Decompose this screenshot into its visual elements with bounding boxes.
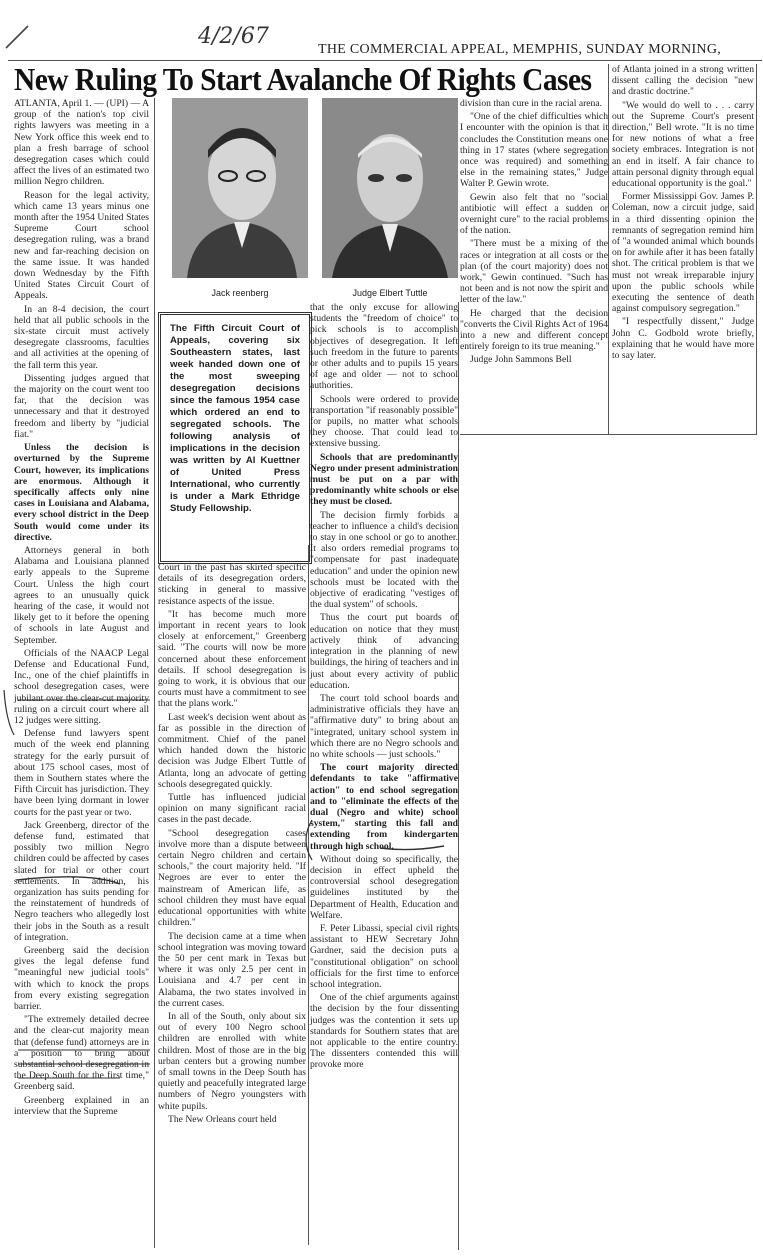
paragraph: The court told school boards and administrative officials they have an "affirmative duty" to bring about an "integrated, unitary school system in which there are no Negro schools and no white schools — just schools." <box>310 692 458 760</box>
paragraph: "School desegregation cases involve more than a dispute between certain Negro children and certain schools," the court majority held. "If Negroes are ever to enter the mainstream of American life, as school children they must have equal educational opportunities with white children." <box>158 827 306 929</box>
masthead: THE COMMERCIAL APPEAL, MEMPHIS, SUNDAY MORNING, <box>318 42 722 57</box>
headline: New Ruling To Start Avalanche Of Rights Cases <box>14 61 592 97</box>
paragraph: that the only excuse for allowing students the "freedom of choice" to pick schools is to accomplish objectives of desegregation. It left such freedom in the future to parents or other adults and to pupils 15 years of age and older — not to school authorities. <box>310 302 458 392</box>
paragraph: ATLANTA, April 1. — (UPI) — A group of the nation's top civil rights lawyers was meeting in a New York office this week end to plan a fresh barrage of school desegregation cases which could affect the lives of an estimated two million Negro children. <box>14 98 149 188</box>
paragraph: of Atlanta joined in a strong written dissent calling the decision "new and drastic doctrine." <box>612 64 754 98</box>
caption-right: Judge Elbert Tuttle <box>352 288 428 298</box>
paragraph: Gewin also felt that no "social antibiotic will effect a sudden or overnight cure" to the racial problems of the nation. <box>460 191 608 237</box>
paragraph: Schools that are predominantly Negro under present administration must be put on a par with predominantly white schools or else they must be closed. <box>310 451 458 508</box>
paragraph: division than cure in the racial arena. <box>460 98 602 109</box>
paragraph: Schools were ordered to provide transportation "if reasonably possible" for pupils, no matter what schools they choose. That could lead to extensive bussing. <box>310 393 458 450</box>
caption-left: Jack reenberg <box>211 288 269 298</box>
paragraph: Without doing so specifically, the decision in effect upheld the controversial school desegregation guidelines instituted by the Department of Health, Education and Welfare. <box>310 853 458 921</box>
paragraph: Thus the court put boards of education on notice that they must actively think of advancing integration in the planning of new buildings, the hiring of teachers and in just about every activity of public education. <box>310 612 458 691</box>
paragraph: Reason for the legal activity, which came 13 years minus one month after the 1954 United States Supreme Court school desegregation ruling, was a brand new and far-reaching decision on the same issue. It was handed down Wednesday by the Fifth United States Circuit Court of Appeals. <box>14 189 149 302</box>
paragraph: Former Mississippi Gov. James P. Coleman, now a circuit judge, said in a third dissenting opinion the remnants of segregation remind him of "a wounded animal which bounds on for awhile after it has been fatally shot. The critical problem is that we must not wreak irreparable injury upon the public schools while executing the sentence of death against compulsory segregation." <box>612 191 754 315</box>
paragraph: In all of the South, only about six out of every 100 Negro school children are enrolled with white children. Most of those are in the big urban centers but a growing number of small towns in the Deep South has quietly and peacefully integrated large numbers of Negro youngsters with white pupils. <box>158 1010 306 1112</box>
paragraph: Greenberg explained in an interview that the Supreme <box>14 1094 149 1117</box>
paragraph: "One of the chief difficulties which I encounter with the opinion is that it concludes the Constitution means one thing in 17 states (where segregation once was required) and something else in the remaining states," Judge Walter P. Gewin wrote. <box>460 111 608 190</box>
paragraph: Court in the past has skirted specific details of its desegregation orders, sticking in general to massive resistance aspects of the issue. <box>158 562 306 607</box>
paragraph: Last week's decision went about as far as possible in the direction of commitment. Chief of the panel which handed down the historic decision was Judge Elbert Tuttle of Atlanta, long an advocate of getting schools desegregated quickly. <box>158 711 306 790</box>
paragraph: Jack Greenberg, director of the defense fund, estimated that possibly two million Negro children could be affected by cases slated for trial or other court settlements. In addition, his organization has suits pending for the reinstatement of hundreds of Negro teachers who allegedly lost their jobs in the South as a result of integration. <box>14 819 149 943</box>
paragraph: Unless the decision is overturned by the Supreme Court, however, its implications are enormous. Although it specifically affects only nine cases in Louisiana and Alabama, every school district in the Deep South would come under its directive. <box>14 442 149 543</box>
paragraph: The New Orleans court held <box>168 1113 277 1125</box>
paragraph: The decision firmly forbids a teacher to influence a child's decision to stay in one school or go to another. It also orders remedial programs to "compensate for past inadequate education" and under the opinion new schools must be located with the objective of eradicating "vestiges of the dual system" of schools. <box>310 509 458 611</box>
handwritten-date: 4/2/67 <box>198 24 269 49</box>
paragraph: Greenberg said the decision gives the legal defense fund "meaningful new judicial tools" with which to knock the props from every existing segregation barrier. <box>14 945 149 1013</box>
paragraph: "It has become much more important in recent years to look closely at enforcement," Greenberg said. "The courts will now be more concerned about these enforcement details. If school desegregation is going to work, it is obvious that our courts must have a commitment to see that the plans work." <box>158 608 306 710</box>
paragraph: He charged that the decision "converts the Civil Rights Act of 1964 into a new and different concept entirely foreign to its true meaning." <box>460 307 608 353</box>
paragraph: In an 8-4 decision, the court held that all public schools in the six-state circuit must actively desegregate classrooms, faculties and all activities at the opening of the fall term this year. <box>14 303 149 371</box>
paragraph: Attorneys general in both Alabama and Louisiana planned early appeals to the Supreme Court. Unless the high court agrees to an unusually quick hearing of the case, it would not likely get to it before the opening of schools in late August and September. <box>14 544 149 646</box>
paragraph: The decision came at a time when school integration was moving toward the 50 per cent mark in Texas but where it was only 2.5 per cent in Louisiana and 4.7 per cent in Alabama, the two states involved in the current cases. <box>158 930 306 1009</box>
paragraph: "I respectfully dissent," Judge John C. Godbold wrote briefly, explaining that he would have more to say later. <box>612 316 754 362</box>
paragraph: F. Peter Libassi, special civil rights assistant to HEW Secretary John Gardner, said the decision puts a "constitutional obligation" on school officials for the first time to enforce school integration. <box>310 922 458 990</box>
paragraph: Officials of the NAACP Legal Defense and Educational Fund, Inc., one of the chief plaintiffs in school desegregation cases, were jubilant over the clear-cut majority ruling on a circuit court where all 12 judges were sitting. <box>14 647 149 726</box>
paragraph: Judge John Sammons Bell <box>470 354 572 366</box>
editor-note-box: The Fifth Circuit Court of Appeals, covering six Southeastern states, last week handed down one of the most sweeping desegregation decisions since the famous 1954 case which ordered an end to segregated schools. The following analysis of implications in the decision was written by Al Kuettner of United Press International, who currently is under a Mark Ethridge Study Fellowship. <box>158 312 312 564</box>
paragraph: The court majority directed defendants to take "affirmative action" to end school segregation and to "eliminate the effects of the dual (Negro and white) school system," starting this fall and extending from kindergarten through high school. <box>310 762 458 852</box>
paragraph: One of the chief arguments against the decision by the four dissenting judges was the contention it sets up standards for Southern states that are not applicable to the entire country. The dissenters contended this will provoke more <box>310 992 458 1071</box>
paragraph: "The extremely detailed decree and the clear-cut majority mean that (defense fund) attorneys are in a position to bring about substantial school desegregation in the Deep South for the first time," Greenberg said. <box>14 1014 149 1093</box>
paragraph: Defense fund lawyers spent much of the week end planning strategy for the early pursuit of about 175 school cases, most of them in Southern states where the Fifth Circuit has jurisdiction. They have been lying dormant in lower courts for the past year or two. <box>14 728 149 818</box>
paragraph: Tuttle has influenced judicial opinion on many significant racial cases in the past decade. <box>158 792 306 826</box>
paragraph: Dissenting judges argued that the majority on the court went too far, that the decision was unnecessary and that it destroyed freedom and liberty by "judicial fiat." <box>14 372 149 440</box>
paragraph: "We would do well to . . . carry out the Supreme Court's present direction," Bell wrote. "It is no time for new notions of what a free society embraces. Integration is not an end in itself. A fair chance to attain personal dignity through equal educational opportunity is the goal." <box>612 99 754 190</box>
paragraph: "There must be a mixing of the races or integration at all costs or the plan (of the court majority) does not work," Gewin continued. "Such has not been and is not now the spirit and letter of the law." <box>460 238 608 306</box>
